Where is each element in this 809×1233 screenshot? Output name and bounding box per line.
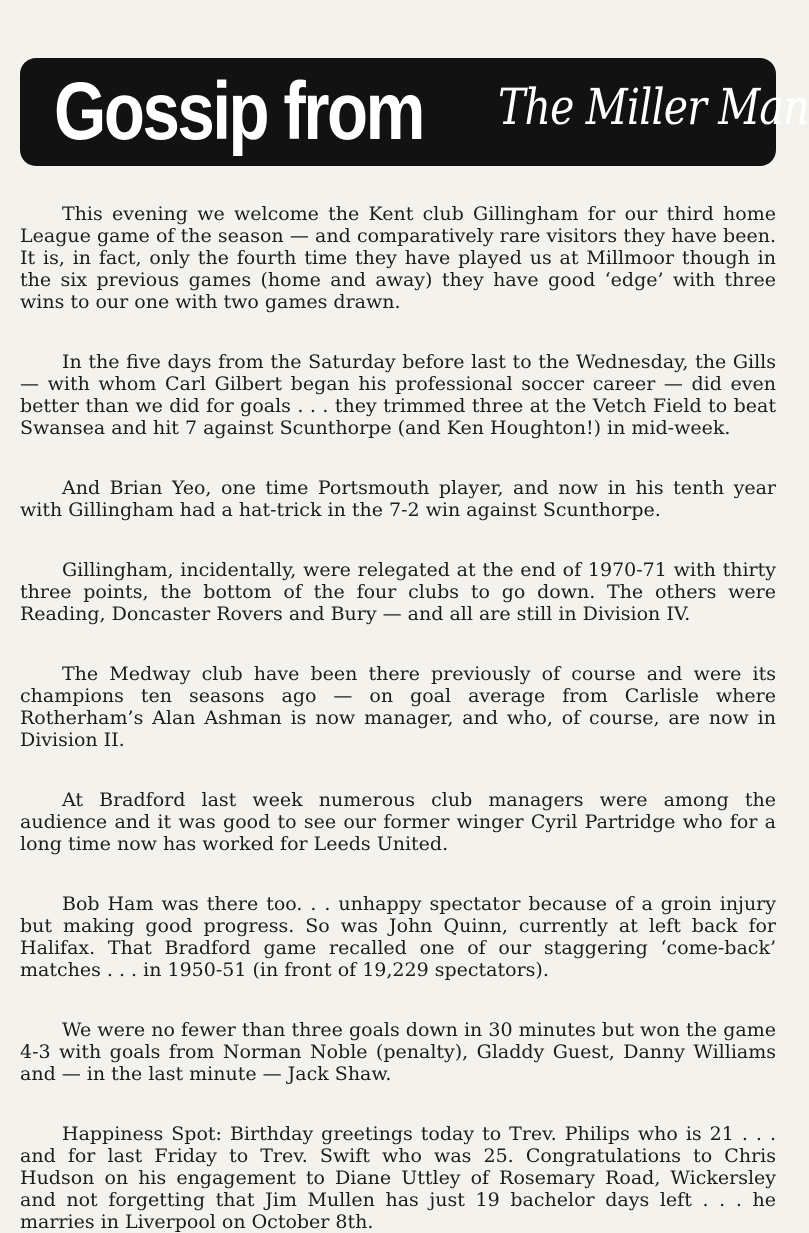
- paragraph: The Medway club have been there previously of course and were its champions ten seasons ago — on goal average from Carlisle where Rotherham’s Alan Ashman is now manager, and who, of course, are now in Division II.: [20, 663, 776, 751]
- paragraph: In the five days from the Saturday before last to the Wednesday, the Gills — with whom Carl Gilbert began his professional soccer career — did even better than we did for goals . . . they trimmed three at the Vetch Field to beat Swansea and hit 7 against Scunthorpe (and Ken Houghton!) in mid-week.: [20, 351, 776, 439]
- article-body: [20, 203, 776, 1233]
- paragraph: Gillingham, incidentally, were relegated at the end of 1970-71 with thirty three points, the bottom of the four clubs to go down. The others were Reading, Doncaster Rovers and Bury — and all are still in Division IV.: [20, 559, 776, 625]
- paragraph: We were no fewer than three goals down in 30 minutes but won the game 4-3 with goals from Norman Noble (penalty), Gladdy Guest, Danny Williams and — in the last minute — Jack Shaw.: [20, 1019, 776, 1085]
- paragraph: This evening we welcome the Kent club Gillingham for our third home League game of the season — and comparatively rare visitors they have been. It is, in fact, only the fourth time they have played us at Millmoor though in the six previous games (home and away) they have good ‘edge’ with three wins to our one with two games drawn.: [20, 203, 776, 313]
- banner-title: Gossip from: [54, 66, 423, 157]
- banner-script-title: The Miller Man: [498, 78, 809, 136]
- paragraph: Happiness Spot: Birthday greetings today to Trev. Philips who is 21 . . . and for last Friday to Trev. Swift who was 25. Congratulations to Chris Hudson on his engagement to Diane Uttley of Rosemary Road, Wickersley and not forgetting that Jim Mullen has just 19 bachelor days left . . . he marries in Liverpool on October 8th.: [20, 1123, 776, 1233]
- paragraph: And Brian Yeo, one time Portsmouth player, and now in his tenth year with Gillingham had a hat-trick in the 7-2 win against Scunthorpe.: [20, 477, 776, 521]
- paragraph: Bob Ham was there too. . . unhappy spectator because of a groin injury but making good progress. So was John Quinn, currently at left back for Halifax. That Bradford game recalled one of our staggering ‘come-back’ matches . . . in 1950-51 (in front of 19,229 spectators).: [20, 893, 776, 981]
- column-header-banner: [20, 58, 809, 166]
- paragraph: At Bradford last week numerous club managers were among the audience and it was good to see our former winger Cyril Partridge who for a long time now has worked for Leeds United.: [20, 789, 776, 855]
